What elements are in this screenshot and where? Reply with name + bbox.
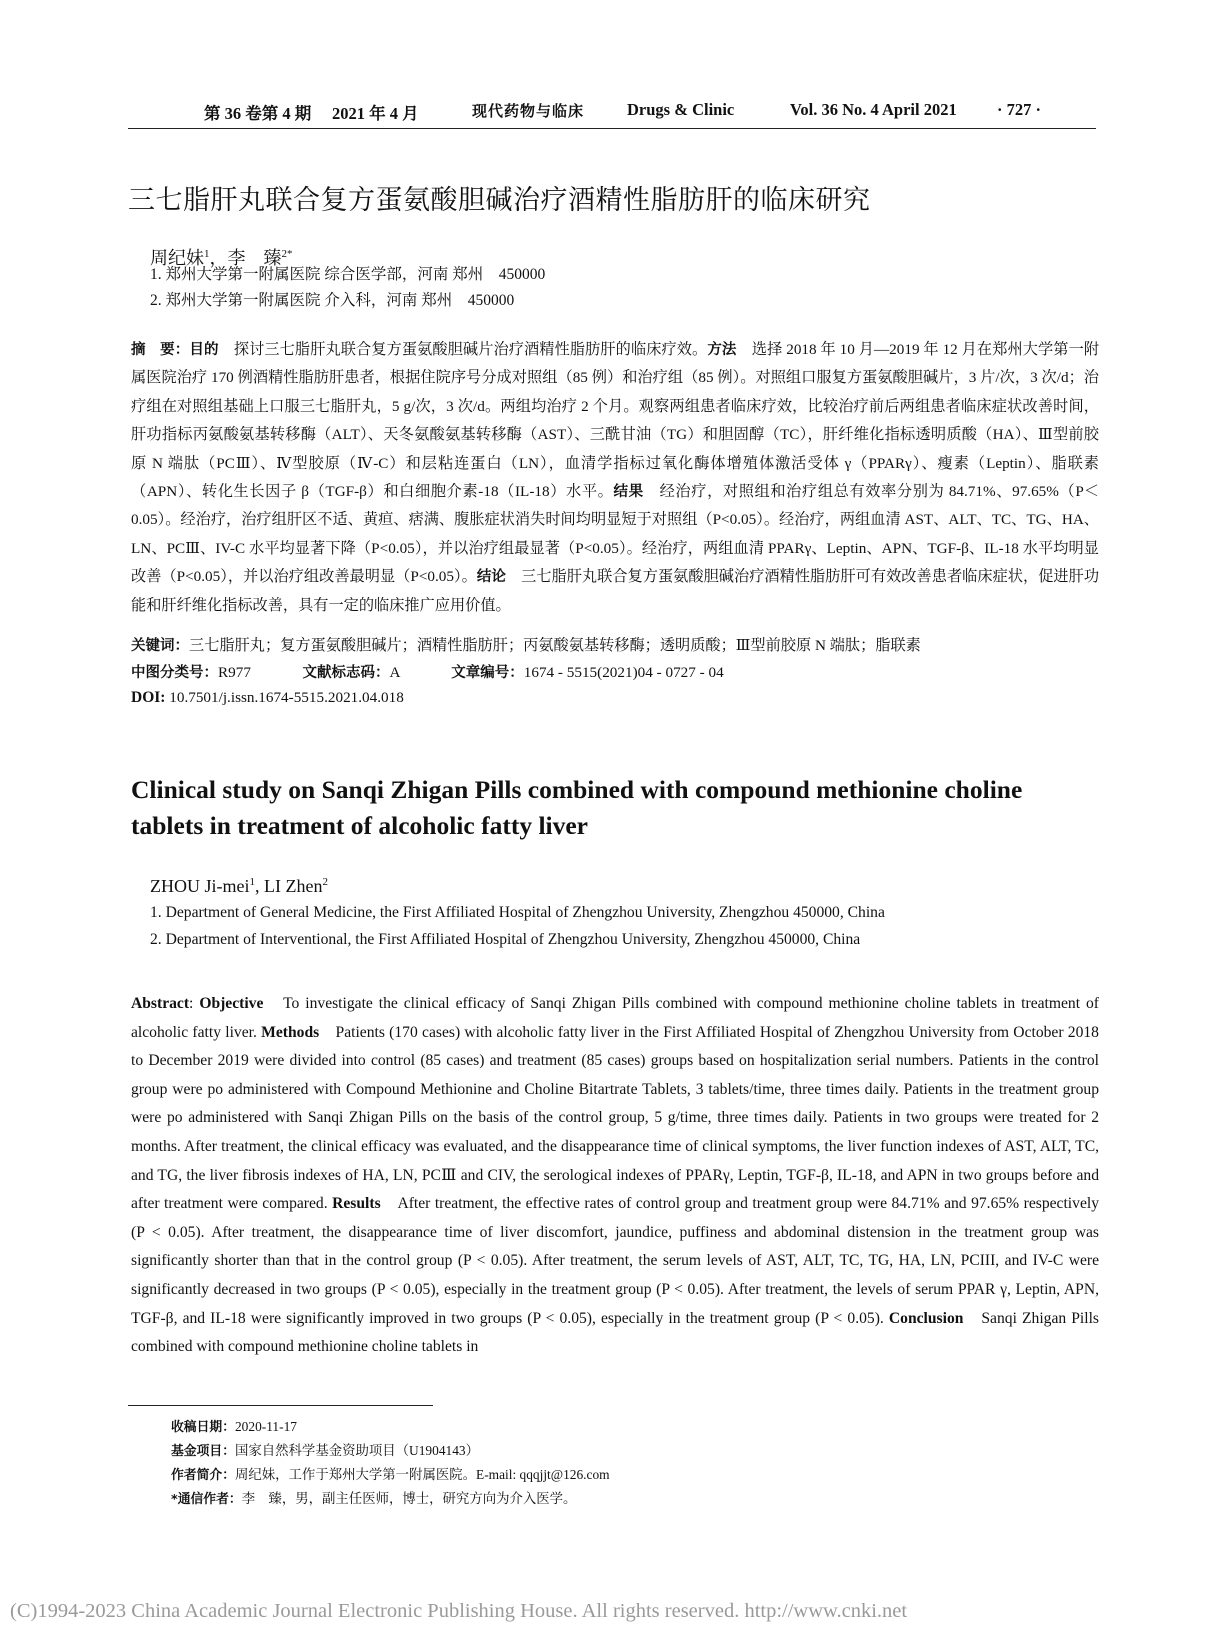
cn-author-sup: 1 bbox=[204, 248, 210, 260]
footnote-corresponding bbox=[171, 1488, 576, 1507]
header-journal-cn: 现代药物与临床 bbox=[472, 102, 585, 120]
cn-author-name: 李 臻 bbox=[227, 248, 282, 268]
header-date-cn: 2021 年 4 月 bbox=[332, 104, 419, 123]
cn-results-text: 经治疗，对照组和治疗组总有效率分别为 84.71%、97.65%（P＜0.05）。经治疗，治疗组肝区不适、黄疸、痞满、腹胀症状消失时间均明显短于对照组（P<0.05）。经治疗，两组血清 AST、ALT、TC、TG、HA、LN、PCⅢ、IV-C 水平均显著下降（P<0.05），并以治疗组最显著（P<0.05）。经治疗，两组血清 PPARγ、Leptin、APN、TGF-β、IL-18 水平均明显改善（P<0.05），并以治疗组改善最明显（P<0.05）。 bbox=[131, 483, 1100, 586]
footnote-label: 基金项目： bbox=[171, 1444, 235, 1459]
cn-abstract-label: 摘 要： bbox=[131, 342, 190, 358]
en-objective-text: To investigate the clinical efficacy of Sanqi Zhigan Pills combined with compound methionine choline tablets in treatment of alcoholic fatty liver. bbox=[131, 995, 1099, 1041]
cn-keywords-label: 关键词： bbox=[131, 638, 189, 654]
en-results-label: Results bbox=[332, 1195, 381, 1213]
en-affiliation-1: 1. Department of General Medicine, the First Affiliated Hospital of Zhengzhou University, Zhengzhou 450000, China bbox=[150, 904, 885, 921]
en-conclusion-text: Sanqi Zhigan Pills combined with compound methionine choline tablets in bbox=[131, 1309, 1099, 1356]
en-abstract-label: Abstract bbox=[131, 995, 190, 1012]
cn-classification-line bbox=[131, 661, 724, 682]
footnote-author-bio bbox=[171, 1464, 610, 1483]
cn-objective-text: 探讨三七脂肝丸联合复方蛋氨酸胆碱片治疗酒精性脂肪肝的临床疗效。 bbox=[218, 341, 708, 358]
footnote-text: 2020-11-17 bbox=[234, 1419, 297, 1434]
header-volume-cn: 第 36 卷第 4 期 bbox=[204, 104, 312, 123]
en-conclusion-label: Conclusion bbox=[888, 1309, 964, 1327]
cn-objective-label: 目的 bbox=[189, 342, 219, 358]
cn-methods-text: 选择 2018 年 10 月—2019 年 12 月在郑州大学第一附属医院治疗 170 例酒精性脂肪肝患者，根据住院序号分成对照组（85 例）和治疗组（85 例）。对照组口服复方蛋氨酸胆碱片，3 片/次，3 次/d；治疗组在对照组基础上口服三七脂肝丸，5 g/次，3 次/d。两组均治疗 2 个月。观察两组患者临床疗效，比较治疗前后两组患者临床症状改善时间，肝功指标丙氨酸氨基转移酶（ALT）、天冬氨酸氨基转移酶（AST）、三酰甘油（TG）和胆固醇（TC），肝纤维化指标透明质酸（HA）、Ⅲ型前胶原 N 端肽（PCⅢ）、Ⅳ型胶原（Ⅳ-C）和层粘连蛋白（LN），血清学指标过氧化酶体增殖体激活受体 γ（PPARγ）、瘦素（Leptin）、脂联素（APN）、转化生长因子 β（TGF-β）和白细胞介素-18（IL-18）水平。 bbox=[131, 341, 1100, 501]
clc-value: R977 bbox=[218, 664, 251, 681]
cn-affiliation-1: 1. 郑州大学第一附属医院 综合医学部，河南 郑州 450000 bbox=[150, 266, 546, 283]
doi-line bbox=[131, 689, 404, 707]
header-rule bbox=[128, 128, 1096, 129]
footnote-label: *通信作者： bbox=[171, 1492, 242, 1507]
footnote-fund bbox=[171, 1440, 479, 1459]
article-no-value: 1674 - 5515(2021)04 - 0727 - 04 bbox=[523, 664, 724, 681]
en-title: Clinical study on Sanqi Zhigan Pills combined with compound methionine choline tablets in treatment of alcoholic fatty liver bbox=[131, 775, 1023, 840]
en-abstract-colon: : bbox=[189, 995, 200, 1012]
cn-keywords bbox=[131, 634, 921, 655]
footnote-text: 李 臻，男，副主任医师，博士，研究方向为介入医学。 bbox=[241, 1491, 577, 1506]
cn-conclusion-text: 三七脂肝丸联合复方蛋氨酸胆碱治疗酒精性脂肪肝可有效改善患者临床症状，促进肝功能和肝纤维化指标改善，具有一定的临床推广应用价值。 bbox=[131, 568, 1100, 614]
cn-author-sup: 2* bbox=[281, 248, 293, 260]
en-affiliation-2: 2. Department of Interventional, the First Affiliated Hospital of Zhengzhou University, Zhengzhou 450000, China bbox=[150, 931, 861, 948]
cn-affiliation-2: 2. 郑州大学第一附属医院 介入科，河南 郑州 450000 bbox=[150, 292, 515, 309]
footnote-label: 收稿日期： bbox=[171, 1420, 235, 1435]
clc-label: 中图分类号： bbox=[131, 665, 218, 681]
header-page-number: · 727 · bbox=[997, 100, 1042, 119]
en-author-name: LI Zhen bbox=[263, 876, 323, 896]
cn-results-label: 结果 bbox=[613, 484, 644, 501]
en-objective-label: Objective bbox=[199, 995, 264, 1012]
cn-author-name: 周纪妹 bbox=[150, 248, 204, 268]
header-volume-en: Vol. 36 No. 4 April 2021 bbox=[790, 100, 957, 119]
cn-keywords-text: 三七脂肝丸；复方蛋氨酸胆碱片；酒精性脂肪肝；丙氨酸氨基转移酶；透明质酸；Ⅲ型前胶原 N 端肽；脂联素 bbox=[189, 637, 921, 654]
en-author-sup: 1 bbox=[249, 876, 255, 888]
cn-methods-label: 方法 bbox=[707, 342, 737, 358]
footnote-text: 周纪妹，工作于郑州大学第一附属医院。E-mail: qqqjjt@126.com bbox=[234, 1467, 610, 1482]
cn-title: 三七脂肝丸联合复方蛋氨酸胆碱治疗酒精性脂肪肝的临床研究 bbox=[128, 185, 871, 216]
doc-code-label: 文献标志码： bbox=[302, 665, 390, 681]
footnote-rule bbox=[128, 1405, 433, 1406]
en-methods-text: Patients (170 cases) with alcoholic fatty liver in the First Affiliated Hospital of Zhengzhou University from October 2018 to December 2019 were divided into control (85 cases) and treatment (85 cases) groups based on hospitalization serial numbers. Patients in the control group were po administered with Compound Methionine and Choline Bitartrate Tablets, 3 tablets/time, three times daily. Patients in the treatment group were po administered with Sanqi Zhigan Pills on the basis of the control group, 5 g/time, three times daily. Patients in two groups were treated for 2 months. After treatment, the clinical efficacy was evaluated, and the disappearance time of clinical symptoms, the liver function indexes of AST, ALT, TC, and TG, the liver fibrosis indexes of HA, LN, PCⅢ and CIV, the serological indexes of PPARγ, Leptin, TGF-β, IL-18, and APN in two groups before and after treatment were compared. bbox=[131, 1023, 1099, 1213]
footnote-text: 国家自然科学基金资助项目（U1904143） bbox=[234, 1443, 479, 1458]
doi-label: DOI: bbox=[131, 689, 166, 706]
en-results-text: After treatment, the effective rates of control group and treatment group were 84.71% and 97.65% respectively (P < 0.05). After treatment, the disappearance time of liver discomfort, jaundice, puffiness and abdominal distension in the treatment group was significantly shorter than that in the control group (P < 0.05). After treatment, the serum levels of AST, ALT, TC, TG, HA, LN, PCIII, and IV-C were significantly decreased in two groups (P < 0.05), especially in the treatment group (P < 0.05). After treatment, the levels of serum PPAR γ, Leptin, APN, TGF-β, and IL-18 were significantly improved in two groups (P < 0.05), especially in the treatment group (P < 0.05). bbox=[131, 1195, 1099, 1327]
footnote-received bbox=[171, 1416, 297, 1435]
en-abstract bbox=[131, 990, 1099, 1362]
footnote-label: 作者简介： bbox=[171, 1468, 235, 1483]
copyright-notice: (C)1994-2023 China Academic Journal Electronic Publishing House. All rights reserved. http://www.cnki.net bbox=[10, 1600, 908, 1622]
en-author-sep: , bbox=[254, 876, 264, 896]
header-journal-en: Drugs & Clinic bbox=[627, 100, 735, 119]
doc-code-value: A bbox=[389, 664, 400, 681]
doi-value: 10.7501/j.issn.1674-5515.2021.04.018 bbox=[165, 689, 404, 706]
en-authors bbox=[150, 876, 328, 897]
cn-abstract bbox=[131, 336, 1099, 620]
en-author-sup: 2 bbox=[322, 876, 328, 888]
cn-conclusion-label: 结论 bbox=[476, 569, 506, 586]
en-methods-label: Methods bbox=[261, 1023, 320, 1041]
running-header bbox=[0, 98, 1224, 124]
article-no-label: 文章编号： bbox=[451, 665, 524, 681]
cn-author-sep: ， bbox=[209, 248, 228, 268]
en-author-name: ZHOU Ji-mei bbox=[150, 876, 250, 896]
